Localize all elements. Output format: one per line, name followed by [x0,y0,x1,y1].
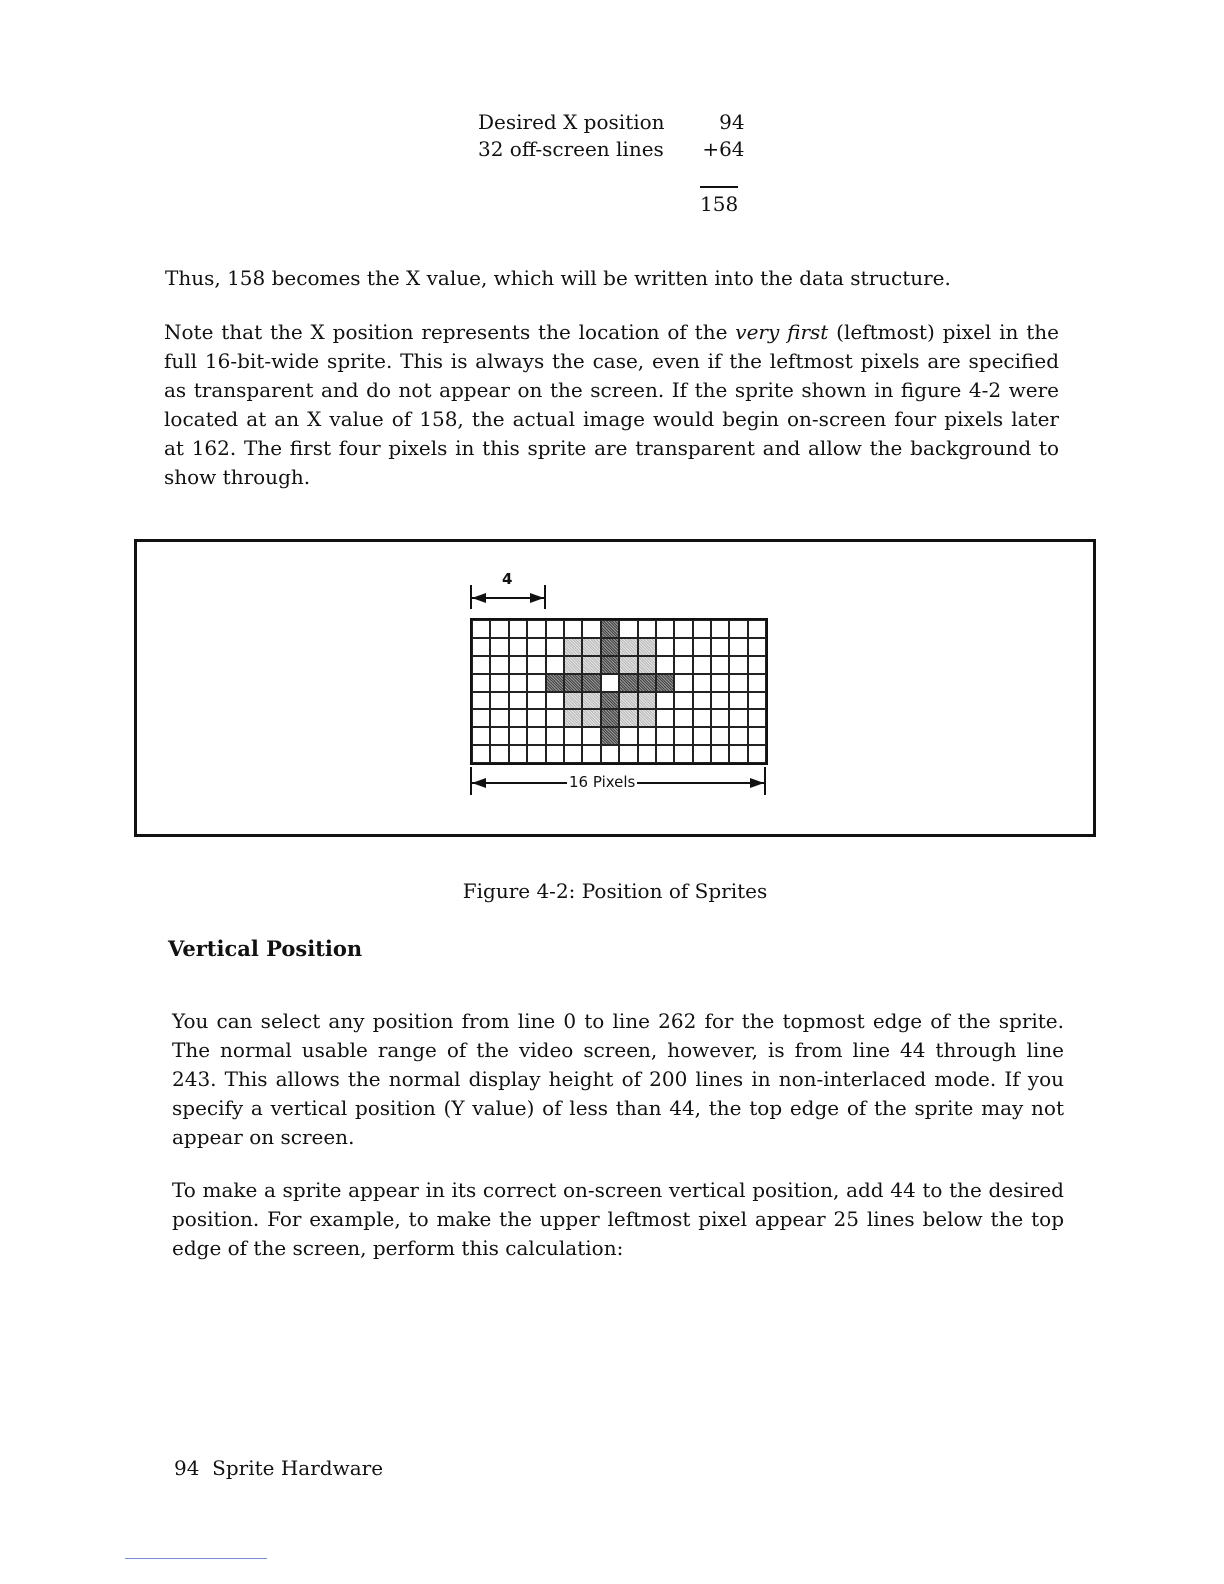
pixel-transparent [527,674,545,692]
pixel-transparent [509,709,527,727]
arrow-head-left-icon [472,778,486,788]
width-label: 16 Pixels [569,773,636,791]
pixel-transparent [527,709,545,727]
pixel-transparent [693,674,711,692]
emphasis: very first [735,320,829,344]
dimension-tick [764,767,766,795]
pixel-transparent [472,620,490,638]
pixel-transparent [472,709,490,727]
pixel-transparent [748,620,766,638]
pixel-transparent [472,656,490,674]
pixel-transparent [711,692,729,710]
pixel-transparent [472,674,490,692]
pixel-transparent [509,674,527,692]
pixel-light [582,638,600,656]
pixel-transparent [729,638,747,656]
pixel-transparent [490,638,508,656]
pixel-transparent [748,674,766,692]
pixel-transparent [656,727,674,745]
pixel-dark [601,727,619,745]
pixel-transparent [601,674,619,692]
pixel-transparent [711,745,729,763]
text: (leftmost) pixel in the full 16-bit-wide sprite. This is always the case, even if the leftmost pixels are specified as transparent and do not appear on the screen. If the sprite shown in figure 4-2 were located at an X value of 158, the actual image would begin on-screen four pixels later at 162. The first four pixels in this sprite are transparent and allow the background to show through. [164,320,1060,489]
pixel-light [638,692,656,710]
pixel-transparent [748,656,766,674]
figure-box [134,539,1096,837]
pixel-transparent [674,709,692,727]
pixel-transparent [546,709,564,727]
pixel-transparent [711,638,729,656]
pixel-transparent [527,692,545,710]
pixel-dark [601,638,619,656]
pixel-transparent [490,674,508,692]
pixel-transparent [546,638,564,656]
pixel-dark [546,674,564,692]
pixel-transparent [472,727,490,745]
pixel-transparent [638,745,656,763]
pixel-transparent [638,727,656,745]
pixel-transparent [638,620,656,638]
pixel-dark [601,709,619,727]
pixel-light [564,692,582,710]
pixel-light [638,656,656,674]
paragraph: To make a sprite appear in its correct on-screen vertical position, add 44 to the desired position. For example, to make the upper leftmost pixel appear 25 lines below the top edge of the screen, perform this calculation: [172,1178,1064,1260]
figure-caption: Figure 4-2: Position of Sprites [462,879,768,903]
arrow-head-right-icon [750,778,764,788]
pixel-transparent [674,638,692,656]
pixel-transparent [546,727,564,745]
pixel-transparent [674,745,692,763]
pixel-transparent [711,620,729,638]
paragraph: You can select any position from line 0 to line 262 for the topmost edge of the sprite. The normal usable range of the video screen, however, is from line 44 through line 243. This allows the normal display height of 200 lines in non-interlaced mode. If you specify a vertical position (Y value) of less than 44, the top edge of the sprite may not appear on screen. [172,1009,1064,1149]
pixel-transparent [748,745,766,763]
pixel-transparent [490,692,508,710]
calc-label: 32 off-screen lines [478,136,664,161]
pixel-transparent [729,620,747,638]
pixel-light [582,692,600,710]
section-title: Vertical Position [168,936,363,961]
pixel-transparent [582,727,600,745]
pixel-light [619,692,637,710]
pixel-transparent [693,727,711,745]
pixel-transparent [582,745,600,763]
pixel-transparent [656,656,674,674]
paragraph: Thus, 158 becomes the X value, which will be written into the data structure. [165,266,951,290]
page-footer: 94 Sprite Hardware [174,1456,384,1480]
pixel-transparent [656,620,674,638]
pixel-transparent [674,692,692,710]
pixel-transparent [509,745,527,763]
pixel-transparent [656,709,674,727]
sprite-grid [470,618,768,765]
pixel-dark [619,674,637,692]
calc-value: 94 [719,109,745,134]
pixel-transparent [509,692,527,710]
pixel-dark [656,674,674,692]
x-position-calculation [478,108,745,162]
pixel-transparent [693,620,711,638]
pixel-transparent [509,656,527,674]
pixel-transparent [564,620,582,638]
pixel-transparent [490,727,508,745]
arrow-head-left-icon [472,593,486,603]
pixel-light [638,709,656,727]
calc-label: Desired X position [478,109,665,134]
pixel-transparent [509,620,527,638]
pixel-transparent [564,727,582,745]
pixel-transparent [693,692,711,710]
offset-label: 4 [502,570,513,588]
pixel-transparent [509,638,527,656]
pixel-transparent [674,727,692,745]
dimension-tick [544,585,546,609]
pixel-transparent [693,656,711,674]
pixel-light [564,656,582,674]
pixel-transparent [546,692,564,710]
text: Note that the X position represents the location of the [164,320,736,344]
pixel-transparent [693,709,711,727]
pixel-dark [601,692,619,710]
sum-line [700,186,738,188]
pixel-transparent [656,745,674,763]
pixel-transparent [711,674,729,692]
pixel-transparent [564,745,582,763]
pixel-transparent [527,620,545,638]
paragraph-note [164,318,1059,492]
pixel-transparent [748,727,766,745]
pixel-transparent [693,638,711,656]
rule [125,1558,267,1559]
pixel-transparent [472,692,490,710]
pixel-transparent [729,727,747,745]
pixel-transparent [619,745,637,763]
pixel-light [619,656,637,674]
pixel-transparent [729,745,747,763]
arrow-head-right-icon [530,593,544,603]
pixel-dark [601,620,619,638]
pixel-light [564,709,582,727]
pixel-transparent [748,638,766,656]
pixel-transparent [729,692,747,710]
pixel-transparent [674,656,692,674]
pixel-transparent [748,709,766,727]
pixel-transparent [490,709,508,727]
pixel-transparent [527,656,545,674]
pixel-transparent [546,656,564,674]
pixel-transparent [674,620,692,638]
pixel-transparent [711,727,729,745]
calc-total: 158 [700,192,739,216]
pixel-transparent [582,620,600,638]
pixel-transparent [472,638,490,656]
pixel-transparent [729,709,747,727]
pixel-transparent [601,745,619,763]
pixel-transparent [490,745,508,763]
pixel-transparent [729,656,747,674]
pixel-transparent [527,727,545,745]
pixel-dark [601,656,619,674]
pixel-transparent [527,638,545,656]
pixel-transparent [619,727,637,745]
pixel-transparent [711,709,729,727]
pixel-transparent [656,638,674,656]
pixel-light [582,656,600,674]
pixel-dark [638,674,656,692]
pixel-transparent [527,745,545,763]
pixel-transparent [711,656,729,674]
pixel-transparent [546,620,564,638]
pixel-transparent [619,620,637,638]
pixel-light [638,638,656,656]
pixel-transparent [656,692,674,710]
pixel-light [619,709,637,727]
pixel-transparent [509,727,527,745]
pixel-dark [582,674,600,692]
pixel-transparent [748,692,766,710]
pixel-transparent [729,674,747,692]
pixel-light [582,709,600,727]
pixel-light [619,638,637,656]
pixel-transparent [546,745,564,763]
pixel-transparent [472,745,490,763]
pixel-transparent [490,620,508,638]
pixel-transparent [693,745,711,763]
pixel-transparent [490,656,508,674]
pixel-dark [564,674,582,692]
pixel-light [564,638,582,656]
calc-value: +64 [702,136,745,161]
pixel-transparent [674,674,692,692]
